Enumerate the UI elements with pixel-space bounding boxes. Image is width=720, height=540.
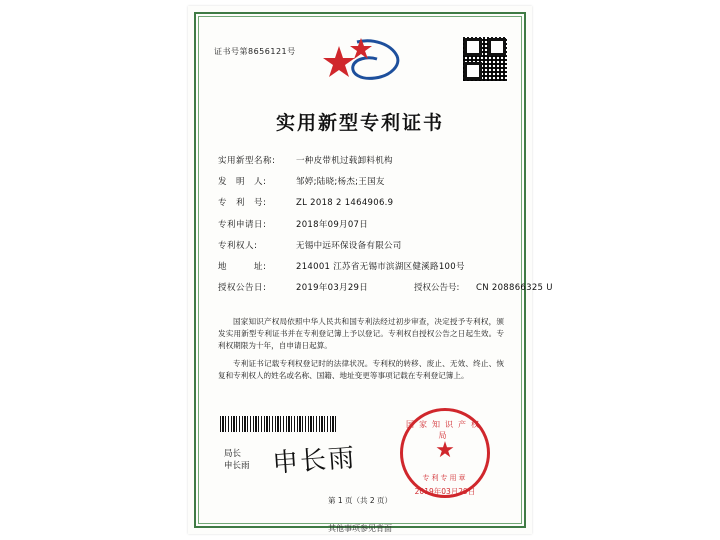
field-row: [218, 220, 504, 230]
qr-code: [462, 36, 508, 82]
field-value: 无锡中远环保设备有限公司: [296, 240, 402, 251]
field-label: 实用新型名称:: [218, 156, 276, 166]
grant-number-value: CN 208866325 U: [476, 283, 553, 294]
grant-number-label: 授权公告号:: [414, 283, 460, 294]
grant-date-label: 授权公告日:: [218, 283, 267, 294]
field-label: 发 明 人:: [218, 177, 267, 188]
field-row: [218, 156, 504, 166]
field-row: [218, 262, 504, 272]
field-row: [218, 241, 504, 251]
page-number: 第 1 页（共 2 页）: [327, 496, 393, 505]
grant-row: [218, 283, 553, 294]
director-title: 局长: [224, 449, 242, 459]
page-title: 实用新型专利证书: [275, 112, 444, 134]
field-row: [218, 198, 504, 208]
legal-text: [218, 316, 504, 389]
field-value: ZL 2018 2 1464906.9: [296, 198, 394, 209]
field-label: 专利权人:: [218, 240, 258, 251]
paragraph: 专利证书记载专利权登记时的法律状况。专利权的转移、废止、无效、终止、恢复和专利权人的姓名或名称、国籍、地址变更等事项记载在专利登记簿上。: [218, 359, 504, 381]
field-row: [218, 177, 504, 187]
director-block: [224, 448, 250, 473]
certificate-content: [206, 24, 553, 516]
paragraph: 国家知识产权局依照中华人民共和国专利法经过初步审查，决定授予专利权，颁发实用新型专利证书并在专利登记簿上予以登记。专利权自授权公告之日起生效。专利权期限为十年，自申请日起算。: [218, 317, 504, 350]
field-value: 一种皮带机过载卸料机构: [296, 156, 393, 166]
seal-date: 2019年03月29日: [414, 487, 476, 496]
field-label: 专利申请日:: [218, 219, 267, 230]
star-icon: ★: [435, 438, 455, 464]
barcode: [220, 416, 336, 432]
director-name: 申长雨: [224, 461, 250, 472]
handwritten-signature: 申长雨: [271, 443, 358, 479]
field-value: 邹婷;陆晓;杨杰;王国友: [296, 177, 385, 188]
seal-top-text: 国家知识产权局: [406, 420, 484, 440]
official-seal: [400, 408, 490, 498]
field-label: 专 利 号:: [218, 198, 267, 209]
certificate-number: 证书号第8656121号: [214, 47, 296, 56]
cnipa-logo-icon: [317, 36, 403, 88]
certificate-fields: [218, 156, 553, 304]
field-value: 2018年09月07日: [296, 219, 369, 230]
field-value: 214001 江苏省无锡市滨湖区健溪路100号: [296, 261, 465, 272]
certificate-sheet: [188, 6, 553, 534]
seal-bottom-text: 专利专用章: [422, 474, 468, 482]
footer-note: 其他事项参见背面: [328, 524, 392, 533]
field-label: 地 址:: [218, 261, 267, 272]
grant-date-value: 2019年03月29日: [296, 283, 369, 294]
